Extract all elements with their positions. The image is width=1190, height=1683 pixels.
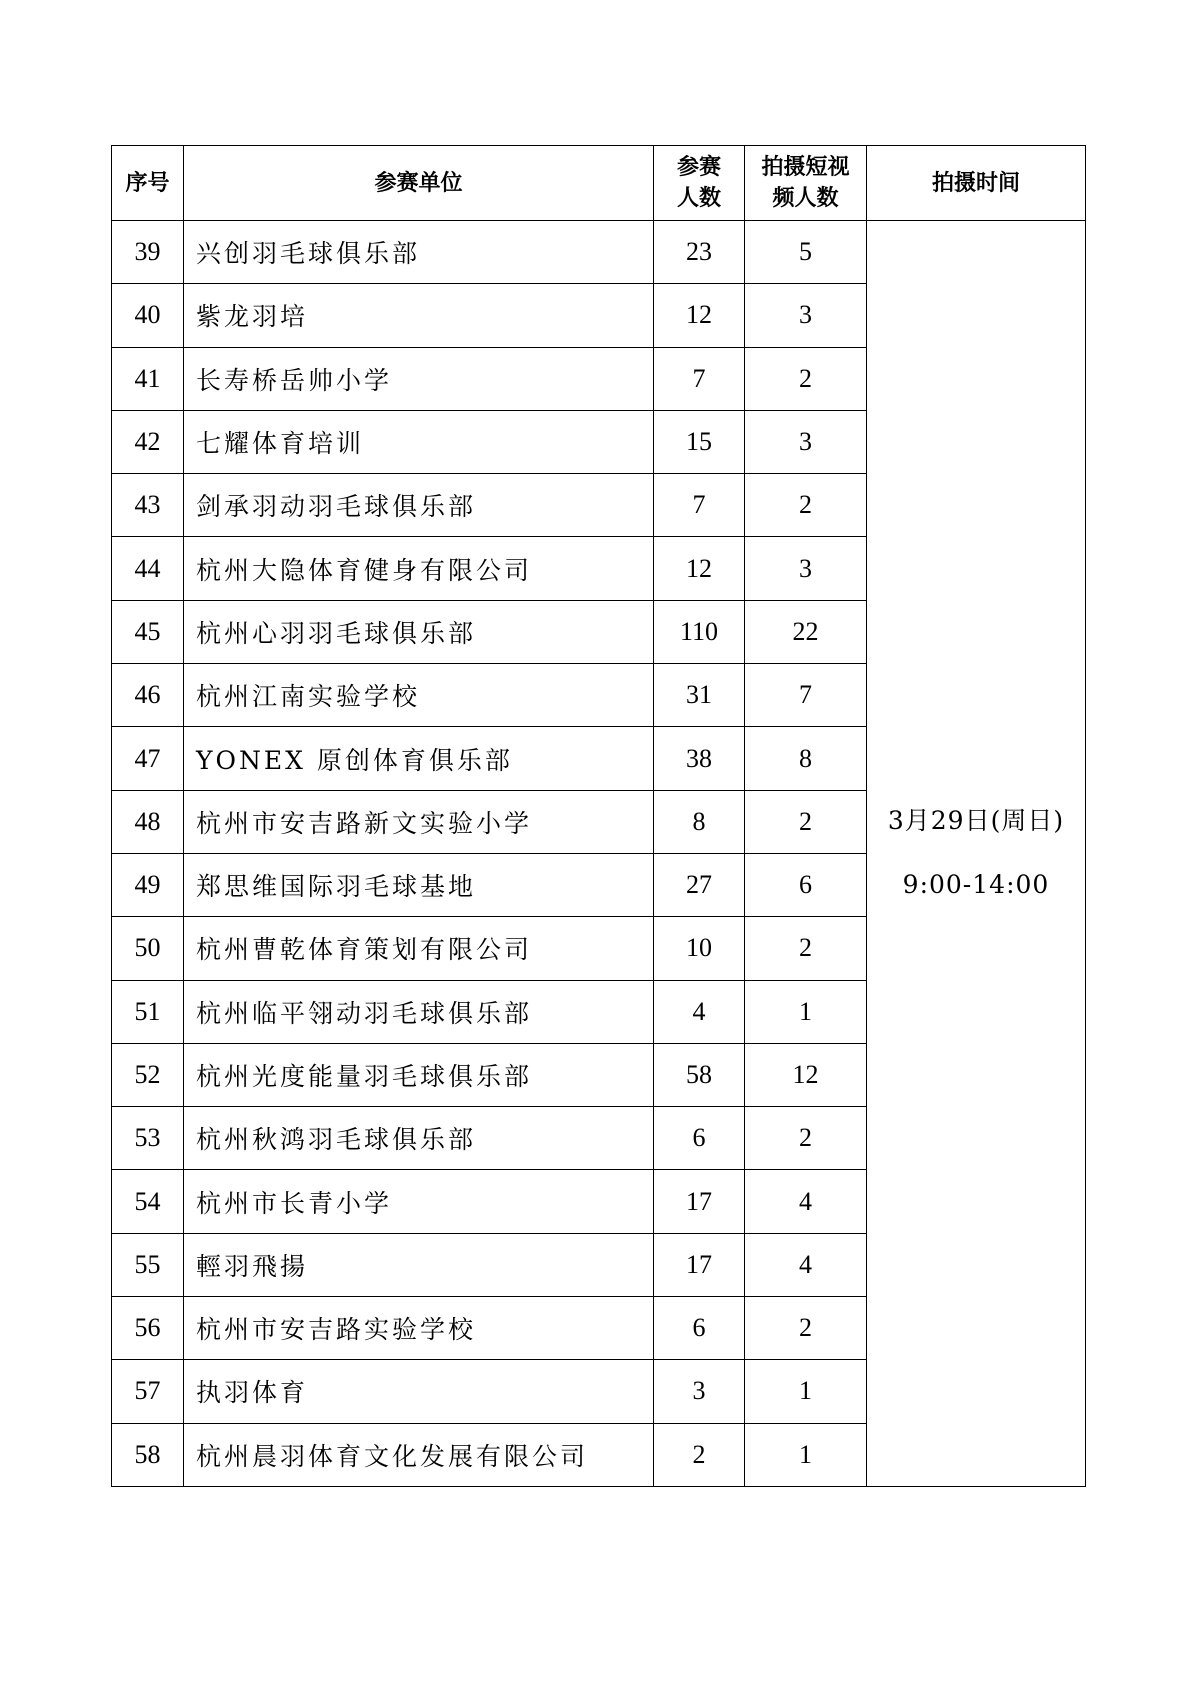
row-participants: 38	[654, 727, 745, 790]
row-unit: 剑承羽动羽毛球俱乐部	[184, 474, 654, 537]
row-participants: 58	[654, 1043, 745, 1106]
table-body	[112, 221, 1086, 1487]
row-video: 1	[745, 980, 867, 1043]
row-participants: 10	[654, 917, 745, 980]
row-unit: 杭州秋鸿羽毛球俱乐部	[184, 1107, 654, 1170]
row-index: 58	[112, 1423, 184, 1486]
row-index: 49	[112, 853, 184, 916]
row-unit: YONEX 原创体育俱乐部	[184, 727, 654, 790]
row-video: 2	[745, 347, 867, 410]
row-unit: 郑思维国际羽毛球基地	[184, 853, 654, 916]
row-index: 52	[112, 1043, 184, 1106]
row-unit: 杭州大隐体育健身有限公司	[184, 537, 654, 600]
row-index: 56	[112, 1297, 184, 1360]
row-participants: 8	[654, 790, 745, 853]
row-unit: 紫龙羽培	[184, 284, 654, 347]
row-participants: 3	[654, 1360, 745, 1423]
table-header	[112, 146, 1086, 221]
schedule-date: 3月29日(周日)	[887, 806, 1065, 836]
row-participants: 2	[654, 1423, 745, 1486]
schedule-cell	[867, 221, 1086, 1487]
header-index: 序号	[112, 146, 184, 221]
row-video: 1	[745, 1423, 867, 1486]
row-video: 2	[745, 1107, 867, 1170]
row-index: 39	[112, 221, 184, 284]
row-index: 44	[112, 537, 184, 600]
row-index: 42	[112, 410, 184, 473]
row-participants: 17	[654, 1233, 745, 1296]
row-video: 12	[745, 1043, 867, 1106]
row-video: 2	[745, 917, 867, 980]
row-participants: 17	[654, 1170, 745, 1233]
row-index: 40	[112, 284, 184, 347]
row-unit: 杭州江南实验学校	[184, 664, 654, 727]
schedule-hours: 9:00-14:00	[902, 870, 1050, 900]
row-index: 45	[112, 600, 184, 663]
row-unit: 杭州市安吉路新文实验小学	[184, 790, 654, 853]
row-video: 1	[745, 1360, 867, 1423]
participants-table	[111, 145, 1086, 1487]
row-unit: 杭州光度能量羽毛球俱乐部	[184, 1043, 654, 1106]
row-video: 7	[745, 664, 867, 727]
row-index: 43	[112, 474, 184, 537]
row-participants: 6	[654, 1297, 745, 1360]
row-video: 2	[745, 790, 867, 853]
row-video: 2	[745, 1297, 867, 1360]
row-participants: 7	[654, 474, 745, 537]
row-participants: 12	[654, 537, 745, 600]
row-index: 50	[112, 917, 184, 980]
row-participants: 12	[654, 284, 745, 347]
row-participants: 4	[654, 980, 745, 1043]
row-index: 54	[112, 1170, 184, 1233]
row-video: 3	[745, 284, 867, 347]
row-video: 8	[745, 727, 867, 790]
row-participants: 7	[654, 347, 745, 410]
row-unit: 长寿桥岳帅小学	[184, 347, 654, 410]
row-unit: 兴创羽毛球俱乐部	[184, 221, 654, 284]
header-video-line2: 频人数	[772, 186, 839, 211]
header-time: 拍摄时间	[867, 146, 1086, 221]
row-unit: 杭州市安吉路实验学校	[184, 1297, 654, 1360]
header-participants-line2: 人数	[676, 186, 721, 211]
row-participants: 15	[654, 410, 745, 473]
row-video: 6	[745, 853, 867, 916]
row-video: 22	[745, 600, 867, 663]
header-row	[112, 146, 1086, 221]
row-video: 4	[745, 1233, 867, 1296]
row-index: 51	[112, 980, 184, 1043]
row-index: 46	[112, 664, 184, 727]
row-unit: 杭州曹乾体育策划有限公司	[184, 917, 654, 980]
table-row	[112, 221, 1086, 284]
row-participants: 31	[654, 664, 745, 727]
row-participants: 27	[654, 853, 745, 916]
row-video: 5	[745, 221, 867, 284]
header-participants-line1: 参赛	[676, 155, 721, 180]
row-participants: 23	[654, 221, 745, 284]
row-index: 53	[112, 1107, 184, 1170]
row-participants: 6	[654, 1107, 745, 1170]
row-unit: 杭州临平翎动羽毛球俱乐部	[184, 980, 654, 1043]
row-unit: 七耀体育培训	[184, 410, 654, 473]
row-unit: 杭州市长青小学	[184, 1170, 654, 1233]
row-index: 55	[112, 1233, 184, 1296]
row-video: 2	[745, 474, 867, 537]
header-unit: 参赛单位	[184, 146, 654, 221]
header-participants	[654, 146, 745, 221]
row-index: 47	[112, 727, 184, 790]
row-index: 57	[112, 1360, 184, 1423]
row-video: 3	[745, 537, 867, 600]
row-index: 41	[112, 347, 184, 410]
row-unit: 执羽体育	[184, 1360, 654, 1423]
row-unit: 杭州晨羽体育文化发展有限公司	[184, 1423, 654, 1486]
header-video	[745, 146, 867, 221]
row-unit: 輕羽飛揚	[184, 1233, 654, 1296]
row-index: 48	[112, 790, 184, 853]
row-unit: 杭州心羽羽毛球俱乐部	[184, 600, 654, 663]
row-participants: 110	[654, 600, 745, 663]
row-video: 3	[745, 410, 867, 473]
header-video-line1: 拍摄短视	[761, 155, 850, 180]
row-video: 4	[745, 1170, 867, 1233]
